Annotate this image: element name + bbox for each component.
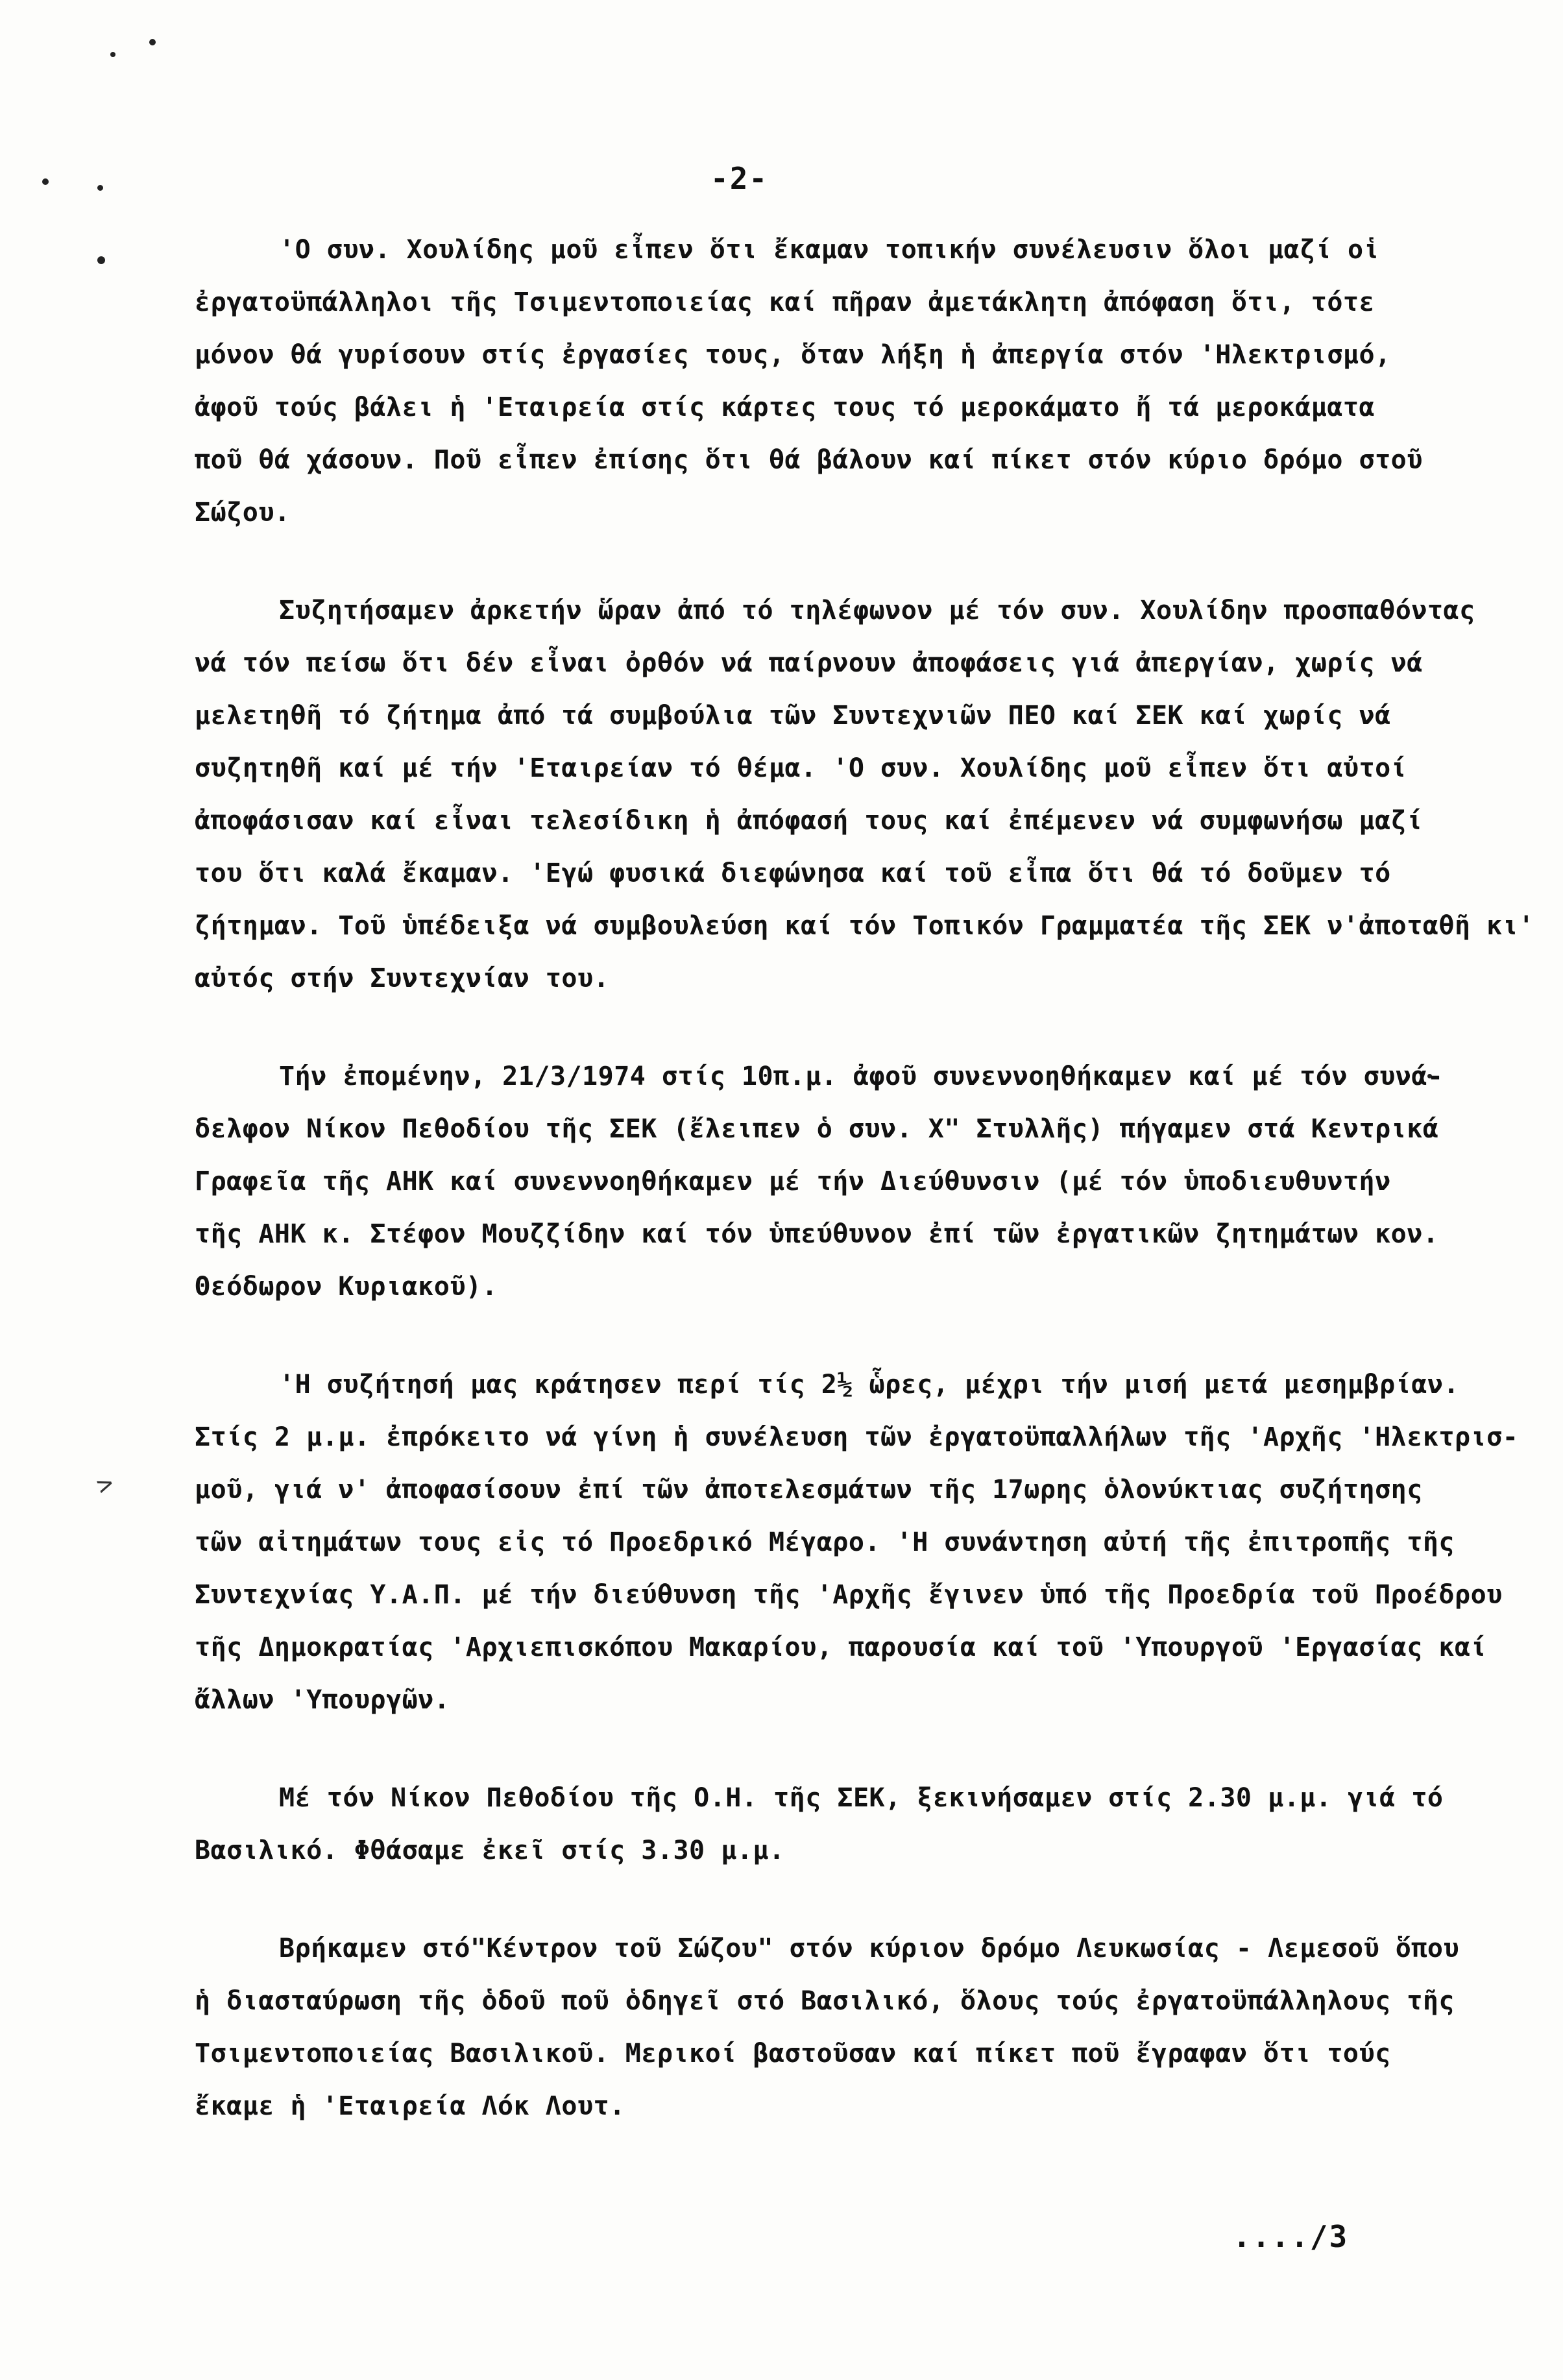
text-line: ἡ διασταύρωση τῆς ὁδοῦ ποῦ ὁδηγεῖ στό Βασιλικό, ὅλους τούς ἐργατοϋπάλληλους τῆς: [195, 1986, 1455, 2016]
text-line: Συντεχνίας Υ.Α.Π. μέ τήν διεύθυνση τῆς 'Αρχῆς ἔγινεν ὑπό τῆς Προεδρία τοῦ Προέδρου: [195, 1580, 1503, 1610]
text-line: τῆς ΑΗΚ κ. Στέφον Μουζζίδην καί τόν ὑπεύθυνον ἐπί τῶν ἐργατικῶν ζητημάτων κον.: [195, 1219, 1439, 1249]
text-line: συζητηθῆ καί μέ τήν 'Εταιρείαν τό θέμα. 'Ο συν. Χουλίδης μοῦ εἶπεν ὅτι αὐτοί: [195, 753, 1407, 783]
continuation-mark: ..../3: [1233, 2219, 1349, 2254]
text-line: ἀφοῦ τούς βάλει ἡ 'Εταιρεία στίς κάρτες τους τό μεροκάματο ἤ τά μεροκάματα: [195, 393, 1375, 422]
text-line: Μέ τόν Νίκον Πεθοδίου τῆς Ο.Η. τῆς ΣΕΚ, ξεκινήσαμεν στίς 2.30 μ.μ. γιά τό: [279, 1783, 1444, 1813]
scan-speck: [149, 39, 156, 45]
text-line: 'Η συζήτησή μας κράτησεν περί τίς 2½ ὧρες, μέχρι τήν μισή μετά μεσημβρίαν.: [279, 1370, 1460, 1400]
text-line: Γραφεῖα τῆς ΑΗΚ καί συνεννοηθήκαμεν μέ τήν Διεύθυνσιν (μέ τόν ὑποδιευθυντήν: [195, 1167, 1391, 1196]
text-line: μόνον θά γυρίσουν στίς ἐργασίες τους, ὅταν λήξη ἡ ἀπεργία στόν 'Ηλεκτρισμό,: [195, 340, 1391, 370]
text-line: Σώζου.: [195, 498, 291, 528]
scan-speck: [110, 52, 115, 57]
paragraph: [195, 1772, 1492, 1877]
text-line: ἐργατοϋπάλληλοι τῆς Τσιμεντοποιείας καί πῆραν ἀμετάκλητη ἀπόφαση ὅτι, τότε: [195, 287, 1375, 317]
text-line: τῆς Δημοκρατίας 'Αρχιεπισκόπου Μακαρίου, παρουσία καί τοῦ 'Υπουργοῦ 'Εργασίας καί: [195, 1633, 1487, 1662]
paragraph: [195, 585, 1534, 1005]
margin-pen-mark: >: [92, 1468, 118, 1501]
text-line: ποῦ θά χάσουν. Ποῦ εἶπεν ἐπίσης ὅτι θά βάλουν καί πίκετ στόν κύριο δρόμο στοῦ: [195, 445, 1423, 475]
paragraph: [195, 1050, 1492, 1313]
text-line: Θεόδωρον Κυριακοῦ).: [195, 1272, 498, 1302]
text-line: μοῦ, γιά ν' ἀποφασίσουν ἐπί τῶν ἀποτελεσμάτων τῆς 17ωρης ὁλονύκτιας συζήτησης: [195, 1475, 1423, 1505]
text-line: Βασιλικό. Φθάσαμε ἐκεῖ στίς 3.30 μ.μ.: [195, 1836, 785, 1865]
text-line: αὐτός στήν Συντεχνίαν του.: [195, 964, 610, 993]
scan-speck: [97, 256, 105, 264]
text-line: νά τόν πείσω ὅτι δέν εἶναι ὀρθόν νά παίρνουν ἀποφάσεις γιά ἀπεργίαν, χωρίς νά: [195, 648, 1423, 678]
paragraph: [195, 1923, 1492, 2133]
text-line: 'Ο συν. Χουλίδης μοῦ εἶπεν ὅτι ἔκαμαν τοπικήν συνέλευσιν ὅλοι μαζί οἱ: [279, 235, 1380, 265]
text-line: Τήν ἐπομένην, 21/3/1974 στίς 10π.μ. ἀφοῦ συνεννοηθήκαμεν καί μέ τόν συνά-: [279, 1062, 1444, 1091]
text-line: Τσιμεντοποιείας Βασιλικοῦ. Μερικοί βαστοῦσαν καί πίκετ ποῦ ἔγραφαν ὅτι τούς: [195, 2039, 1391, 2069]
text-line: ἀποφάσισαν καί εἶναι τελεσίδικη ἡ ἀπόφασή τους καί ἐπέμενεν νά συμφωνήσω μαζί: [195, 806, 1423, 836]
text-line: τῶν αἰτημάτων τους εἰς τό Προεδρικό Μέγαρο. 'Η συνάντηση αὐτή τῆς ἐπιτροπῆς τῆς: [195, 1527, 1455, 1557]
text-line: δελφον Νίκον Πεθοδίου τῆς ΣΕΚ (ἔλειπεν ὁ συν. Χ" Στυλλῆς) πήγαμεν στά Κεντρικά: [195, 1114, 1439, 1144]
paragraph: [195, 1359, 1519, 1727]
text-line: Βρήκαμεν στό"Κέντρον τοῦ Σώζου" στόν κύριον δρόμο Λευκωσίας - Λεμεσοῦ ὅπου: [279, 1934, 1460, 1963]
text-line: μελετηθῆ τό ζήτημα ἀπό τά συμβούλια τῶν Συντεχνιῶν ΠΕΟ καί ΣΕΚ καί χωρίς νά: [195, 701, 1391, 731]
text-line: Συζητήσαμεν ἀρκετήν ὥραν ἀπό τό τηλέφωνον μέ τόν συν. Χουλίδην προσπαθόντας: [279, 596, 1475, 625]
text-line: του ὅτι καλά ἔκαμαν. 'Εγώ φυσικά διεφώνησα καί τοῦ εἶπα ὅτι θά τό δοῦμεν τό: [195, 858, 1391, 888]
scan-speck: [42, 178, 49, 185]
scan-speck: [97, 185, 103, 191]
text-line: ζήτημαν. Τοῦ ὑπέδειξα νά συμβουλεύση καί τόν Τοπικόν Γραμματέα τῆς ΣΕΚ ν'ἀποταθῆ κι': [195, 911, 1534, 941]
text-line: Στίς 2 μ.μ. ἐπρόκειτο νά γίνη ἡ συνέλευση τῶν ἐργατοϋπαλλήλων τῆς 'Αρχῆς 'Ηλεκτρισ-: [195, 1422, 1519, 1452]
text-line: ἄλλων 'Υπουργῶν.: [195, 1685, 450, 1715]
letter-body: [195, 224, 1534, 2178]
text-line: ἔκαμε ἡ 'Εταιρεία Λόκ Λουτ.: [195, 2091, 625, 2121]
paragraph: [195, 224, 1492, 539]
page-number: -2-: [710, 161, 769, 196]
